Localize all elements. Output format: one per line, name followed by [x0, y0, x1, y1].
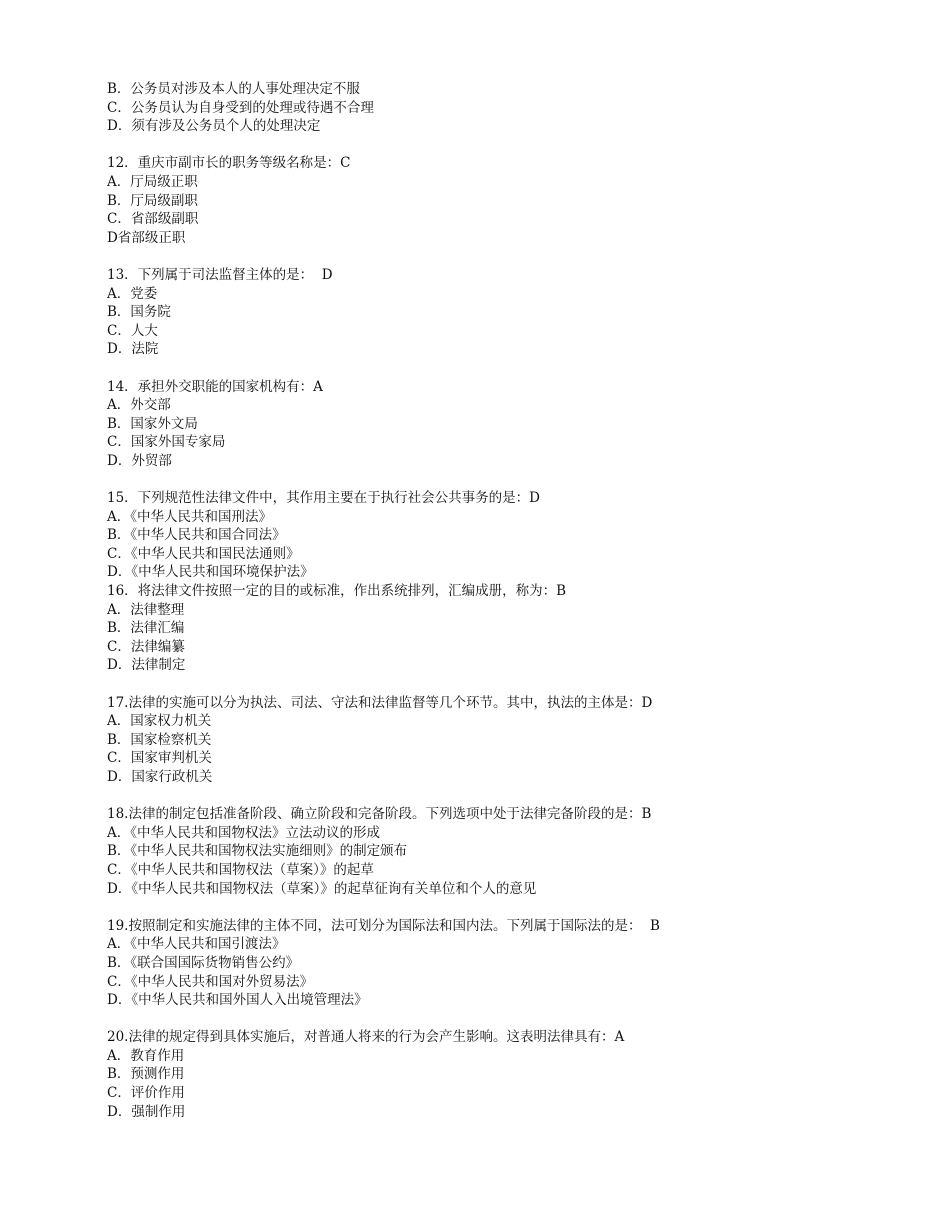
text-line: D．《中华人民共和国环境保护法》: [107, 564, 314, 581]
text-line: D．国家行政机关: [107, 768, 213, 785]
text-line: B．《联合国国际货物销售公约》: [107, 954, 300, 971]
text-line: C．省部级副职: [107, 211, 199, 228]
text-line: D．《中华人民共和国外国人入出境管理法》: [107, 992, 368, 1009]
text-line: 14．承担外交职能的国家机构有：A: [107, 378, 323, 395]
text-line: A．党委: [107, 285, 158, 302]
blank-line: [107, 675, 887, 694]
blank-line: [107, 898, 887, 917]
blank-line: [107, 359, 887, 378]
text-line: B．《中华人民共和国合同法》: [107, 527, 286, 544]
text-line: A．厅局级正职: [107, 173, 198, 190]
text-line: C．人大: [107, 322, 158, 339]
blank-line: [107, 1010, 887, 1029]
text-line: A．外交部: [107, 397, 171, 414]
text-line: C．国家外国专家局: [107, 434, 226, 451]
text-line: C．《中华人民共和国对外贸易法》: [107, 973, 314, 990]
text-line: B．法律汇编: [107, 620, 185, 637]
text-line: 20.法律的规定得到具体实施后，对普通人将来的行为会产生影响。这表明法律具有：A: [107, 1029, 625, 1046]
text-line: B．国家外文局: [107, 415, 198, 432]
text-line: D．法律制定: [107, 657, 186, 674]
text-line: C．《中华人民共和国民法通则》: [107, 545, 300, 562]
text-line: C．法律编纂: [107, 638, 185, 655]
blank-line: [107, 247, 887, 266]
text-line: C．评价作用: [107, 1085, 185, 1102]
blank-line: [107, 470, 887, 489]
text-line: 15．下列规范性法律文件中，其作用主要在于执行社会公共事务的是：D: [107, 490, 541, 507]
blank-line: [107, 787, 887, 806]
text-line: 18.法律的制定包括准备阶段、确立阶段和完备阶段。下列选项中处于法律完备阶段的是：B: [107, 806, 652, 823]
text-line: C．公务员认为自身受到的处理或待遇不合理: [107, 99, 374, 116]
document-body: [107, 80, 887, 1121]
text-line: 13．下列属于司法监督主体的是： D: [107, 266, 333, 283]
text-line: C．国家审判机关: [107, 750, 212, 767]
text-line: A．国家权力机关: [107, 713, 212, 730]
text-line: D．强制作用: [107, 1103, 186, 1120]
text-line: D．《中华人民共和国物权法（草案）》的起草征询有关单位和个人的意见: [107, 880, 537, 897]
text-line: 17.法律的实施可以分为执法、司法、守法和法律监督等几个环节。其中，执法的主体是：D: [107, 694, 653, 711]
text-line: D．外贸部: [107, 452, 172, 469]
text-line: 16．将法律文件按照一定的目的或标准，作出系统排列，汇编成册，称为：B: [107, 583, 567, 600]
text-line: 12．重庆市副市长的职务等级名称是：C: [107, 155, 351, 172]
text-line: 19.按照制定和实施法律的主体不同，法可划分为国际法和国内法。下列属于国际法的是： B: [107, 917, 660, 934]
text-line: D省部级正职: [107, 229, 186, 246]
text-line: C．《中华人民共和国物权法（草案）》的起草: [107, 861, 374, 878]
blank-line: [107, 136, 887, 155]
text-line: A．《中华人民共和国刑法》: [107, 508, 272, 525]
text-line: B．厅局级副职: [107, 192, 198, 209]
text-line: A．《中华人民共和国引渡法》: [107, 936, 286, 953]
text-line: B．国务院: [107, 304, 171, 321]
text-line: B．预测作用: [107, 1066, 185, 1083]
text-line: D．须有涉及公务员个人的处理决定: [107, 118, 321, 135]
text-line: A．教育作用: [107, 1047, 185, 1064]
text-line: D．法院: [107, 341, 159, 358]
text-line: B．《中华人民共和国物权法实施细则》的制定颁布: [107, 843, 408, 860]
text-line: B．国家检察机关: [107, 731, 212, 748]
text-line: A．法律整理: [107, 601, 185, 618]
text-line: B．公务员对涉及本人的人事处理决定不服: [107, 81, 360, 97]
text-line: A．《中华人民共和国物权法》立法动议的形成: [107, 824, 380, 841]
